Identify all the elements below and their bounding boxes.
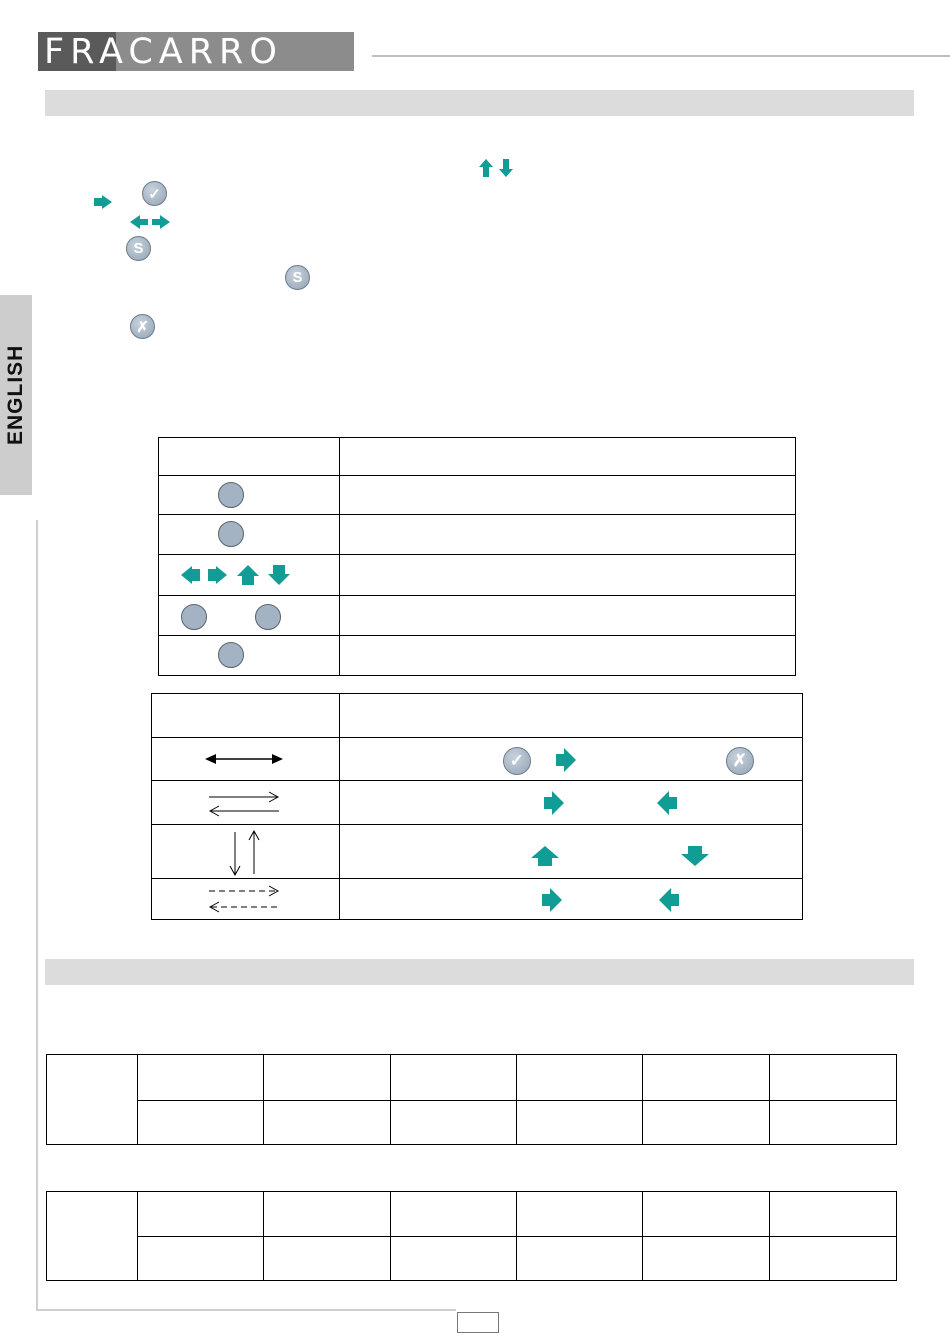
table-row — [47, 1192, 897, 1237]
section-header-bar-1 — [45, 90, 914, 116]
x-button-icon: ✗ — [726, 747, 754, 775]
arrow-right-icon — [555, 747, 577, 773]
circle-button-icon — [218, 642, 244, 668]
table-row — [159, 515, 796, 555]
table-row — [47, 1101, 897, 1145]
left-right-arrows-icon — [128, 213, 172, 231]
arrow-up-icon — [530, 845, 560, 867]
dashed-arrows-icon — [207, 884, 281, 914]
check-button-icon: ✓ — [503, 747, 531, 775]
check-button-icon: ✓ — [142, 181, 167, 206]
two-way-horizontal-arrows-icon — [207, 790, 281, 818]
table-row — [152, 879, 803, 920]
table-row — [159, 476, 796, 515]
circle-button-icon — [218, 482, 244, 508]
section-header-bar-2 — [45, 959, 914, 985]
circle-button-icon — [218, 521, 244, 547]
page-number-box — [457, 1312, 499, 1333]
arrow-right-icon — [93, 194, 113, 210]
header-rule — [372, 55, 950, 57]
table-row — [159, 555, 796, 596]
circle-button-icon — [255, 604, 281, 630]
table-row — [159, 438, 796, 476]
two-way-vertical-arrows-icon — [228, 830, 262, 876]
table-row — [152, 825, 803, 879]
arrow-down-icon — [496, 158, 516, 178]
table-row — [152, 738, 803, 781]
arrow-down-icon — [680, 845, 710, 867]
language-tab: ENGLISH — [4, 344, 27, 446]
navigation-arrows-icon — [179, 563, 291, 587]
s-button-icon: S — [126, 236, 151, 261]
table-row — [152, 781, 803, 825]
arrow-left-icon — [656, 790, 678, 816]
button-legend-table — [158, 437, 796, 676]
navigation-legend-table — [151, 693, 803, 920]
left-margin-rule — [36, 520, 38, 1310]
table-row — [47, 1055, 897, 1101]
table-row — [152, 694, 803, 738]
channel-table-2 — [46, 1191, 897, 1281]
footer-rule — [36, 1309, 456, 1311]
arrow-right-icon — [543, 790, 565, 816]
table-row — [159, 596, 796, 636]
channel-table-1 — [46, 1054, 897, 1145]
x-button-icon: ✗ — [130, 314, 155, 339]
double-arrow-icon — [204, 752, 284, 766]
arrow-left-icon — [658, 887, 680, 913]
arrow-right-icon — [541, 887, 563, 913]
s-button-icon: S — [285, 265, 310, 290]
table-row — [159, 636, 796, 676]
table-row — [47, 1237, 897, 1281]
brand-logo: FRACARRO — [44, 32, 283, 72]
circle-button-icon — [181, 604, 207, 630]
